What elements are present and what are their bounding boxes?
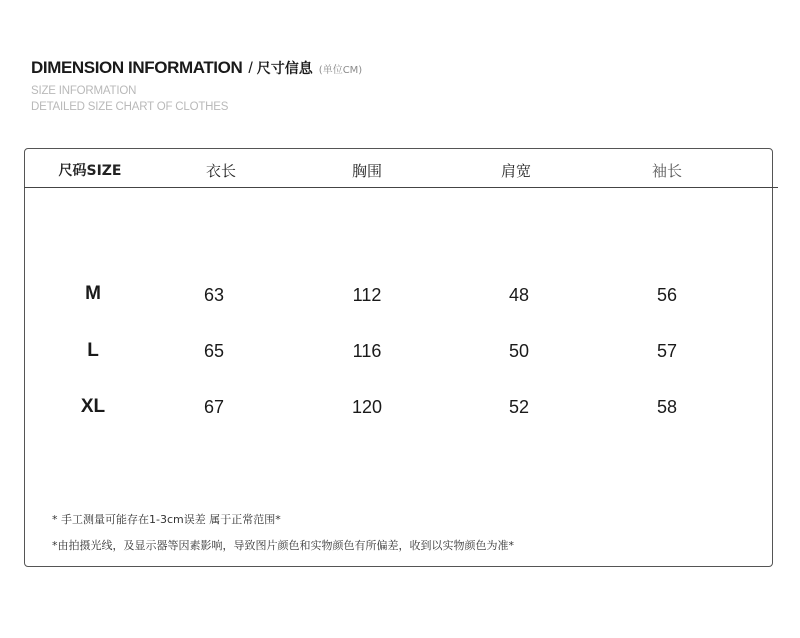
row-size-label: M [85, 283, 101, 304]
column-header-chest: 胸围 [351, 162, 383, 180]
column-header-size: 尺码SIZE [58, 163, 122, 179]
table-cell-shoulder: 48 [508, 285, 530, 305]
table-cell-sleeve: 56 [656, 285, 678, 305]
table-cell-chest: 120 [351, 397, 383, 417]
color-difference-note: *由拍摄光线，及显示器等因素影响，导致图片颜色和实物颜色有所偏差，收到以实物颜色为准* [52, 539, 514, 552]
table-cell-length: 65 [203, 341, 225, 361]
column-header-length: 衣长 [205, 162, 237, 180]
table-cell-sleeve: 58 [656, 397, 678, 417]
page-header [31, 58, 362, 115]
table-cell-shoulder: 52 [508, 397, 530, 417]
row-size-label: XL [80, 396, 106, 417]
table-cell-chest: 112 [352, 285, 382, 305]
page-title-english: DIMENSION INFORMATION [31, 58, 243, 77]
table-header-divider [24, 187, 778, 188]
column-header-sleeve: 袖长 [651, 162, 683, 180]
measurement-error-note: * 手工测量可能存在1-3cm误差 属于正常范围* [52, 513, 281, 526]
table-cell-length: 67 [203, 397, 225, 417]
table-cell-chest: 116 [352, 341, 382, 361]
unit-label: (单位CM) [318, 65, 363, 76]
subtitle-detailed-chart: DETAILED SIZE CHART OF CLOTHES [31, 101, 229, 113]
subtitle-size-information: SIZE INFORMATION [31, 85, 137, 97]
table-cell-sleeve: 57 [656, 341, 678, 361]
title-line [31, 58, 362, 78]
table-cell-shoulder: 50 [508, 341, 530, 361]
column-header-shoulder: 肩宽 [500, 162, 532, 180]
table-cell-length: 63 [203, 285, 225, 305]
page-title-chinese: 尺寸信息 [256, 61, 313, 77]
row-size-label: L [87, 340, 99, 361]
title-separator: / [248, 60, 253, 77]
